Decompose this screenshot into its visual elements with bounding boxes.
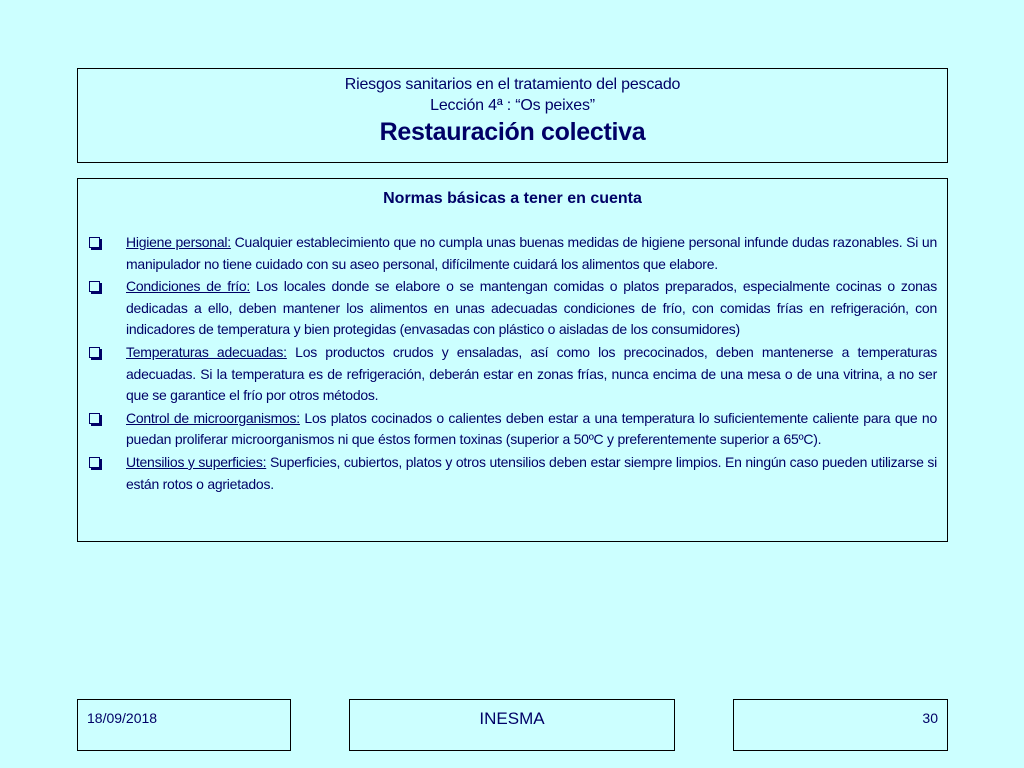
rules-list — [78, 232, 947, 495]
list-item — [78, 452, 947, 495]
page-title: Restauración colectiva — [379, 118, 646, 146]
footer-page-box — [733, 699, 948, 751]
header-subtitle-2: Lección 4ª : “Os peixes” — [430, 97, 595, 114]
checkbox-bullet-icon — [89, 281, 100, 292]
footer-date-box — [77, 699, 291, 751]
rule-label: Temperaturas adecuadas: — [126, 343, 287, 360]
rule-text: Superficies, cubiertos, platos y otros utensilios deben estar siempre limpios. En ningún caso pueden utilizarse si están rotos o agrietados. — [126, 453, 937, 492]
rule-label: Condiciones de frío: — [126, 278, 251, 295]
footer-org: INESMA — [479, 709, 545, 728]
footer-date: 18/09/2018 — [87, 710, 158, 726]
page-number: 30 — [922, 710, 938, 726]
checkbox-bullet-icon — [89, 347, 100, 358]
rule-text: Los productos crudos y ensaladas, así como los precocinados, deben mantenerse a temperaturas adecuadas. Si la temperatura es de refrigeración, deberán estar en zonas frías, nunca encima de una mesa o de una vitrina, a no ser que se garantice el frío por otros métodos. — [126, 343, 938, 404]
list-item — [78, 408, 947, 451]
checkbox-bullet-icon — [89, 457, 100, 468]
rule-text: Los platos cocinados o calientes deben estar a una temperatura lo suficientemente caliente para que no puedan proliferar microorganismos ni que éstos formen toxinas (superior a 50ºC y preferentemente superior a 65ºC). — [126, 409, 937, 448]
checkbox-bullet-icon — [89, 237, 100, 248]
content-title: Normas básicas a tener en cuenta — [383, 190, 642, 207]
list-item — [78, 232, 947, 275]
header-subtitle-1: Riesgos sanitarios en el tratamiento del pescado — [344, 76, 681, 93]
content-panel — [77, 178, 948, 542]
slide-header — [77, 68, 948, 163]
rule-text: Los locales donde se elabore o se mantengan comidas o platos preparados, especialmente cocinas o zonas dedicadas a ello, deben mantener los alimentos en unas adecuadas condiciones de frío, con comidas frías en refrigeración, con indicadores de temperatura y bien protegidas (envasadas con plástico o aisladas de los consumidores) — [126, 278, 937, 338]
rule-label: Higiene personal: — [126, 234, 231, 250]
footer-org-box — [349, 699, 675, 751]
list-item — [78, 342, 947, 407]
checkbox-bullet-icon — [89, 413, 100, 424]
rule-text: Cualquier establecimiento que no cumpla unas buenas medidas de higiene personal infunde dudas razonables. Si un manipulador no tiene cuidado con su aseo personal, difícilmente cuidará los alimentos que elabore. — [126, 234, 937, 272]
rule-label: Utensilios y superficies: — [126, 453, 267, 470]
rule-label: Control de microorganismos: — [126, 409, 300, 426]
list-item — [78, 276, 947, 341]
